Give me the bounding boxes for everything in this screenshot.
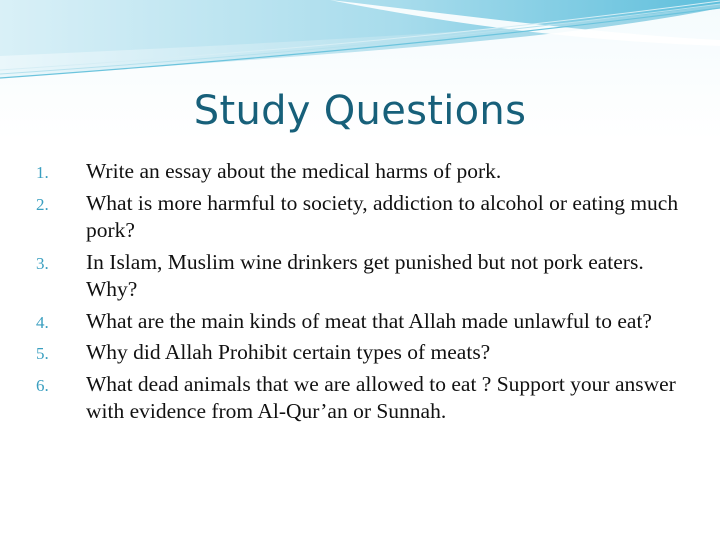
question-text: Write an essay about the medical harms of pork. <box>86 159 502 183</box>
question-item <box>36 371 696 426</box>
question-item <box>36 190 696 245</box>
question-number: 3. <box>36 253 49 273</box>
question-number: 5. <box>36 344 49 363</box>
question-item <box>36 308 696 336</box>
question-text: What are the main kinds of meat that Allah made unlawful to eat? <box>86 308 652 333</box>
question-item <box>36 249 696 304</box>
question-item <box>36 158 696 186</box>
question-list <box>36 158 696 430</box>
header-swoosh-decoration <box>0 0 720 90</box>
question-number: 1. <box>36 163 49 182</box>
question-text: In Islam, Muslim wine drinkers get punished but not pork eaters. Why? <box>86 249 644 301</box>
question-item <box>36 339 696 367</box>
question-number: 4. <box>36 312 49 332</box>
slide-title: Study Questions <box>193 88 527 134</box>
question-number: 6. <box>36 375 49 395</box>
question-number: 2. <box>36 194 49 214</box>
question-text: What is more harmful to society, addiction to alcohol or eating much pork? <box>86 190 679 242</box>
question-text: What dead animals that we are allowed to eat ? Support your answer with evidence from Al-Qur’an or Sunnah. <box>86 371 676 423</box>
question-text: Why did Allah Prohibit certain types of meats? <box>86 340 491 364</box>
